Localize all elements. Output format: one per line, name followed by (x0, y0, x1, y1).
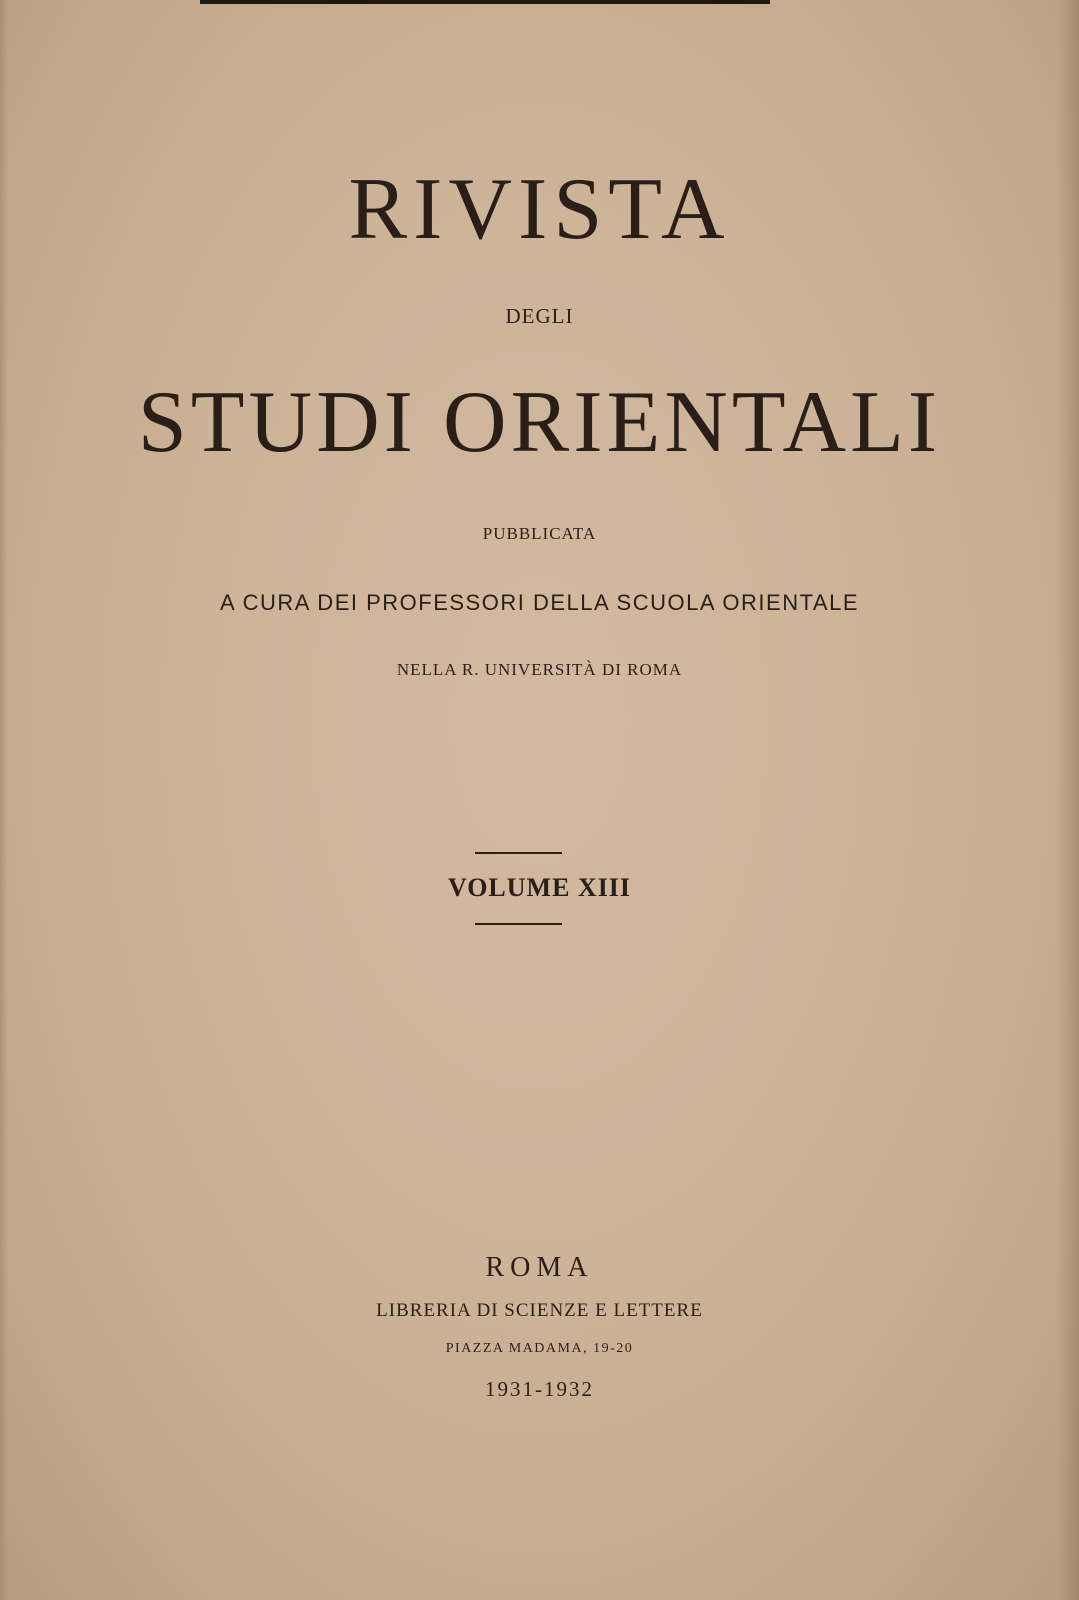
binding-edge (200, 0, 770, 4)
journal-subtitle: STUDI ORIENTALI (137, 374, 942, 471)
imprint-address: PIAZZA MADAMA, 19-20 (445, 1341, 634, 1356)
university-line: NELLA R. UNIVERSITÀ DI ROMA (396, 660, 683, 679)
imprint-city: ROMA (485, 1252, 594, 1283)
title-connector: DEGLI (505, 304, 574, 328)
imprint-years: 1931-1932 (485, 1377, 594, 1401)
imprint-publisher: LIBRERIA DI SCIENZE E LETTERE (376, 1300, 703, 1321)
published-label: PUBBLICATA (482, 524, 597, 543)
editorial-line: A CURA DEI PROFESSORI DELLA SCUOLA ORIENTALE (220, 590, 859, 615)
journal-title: RIVISTA (348, 161, 731, 258)
rule-below-volume (475, 923, 562, 925)
volume-number: VOLUME XIII (447, 873, 632, 902)
rule-above-volume (475, 852, 562, 854)
